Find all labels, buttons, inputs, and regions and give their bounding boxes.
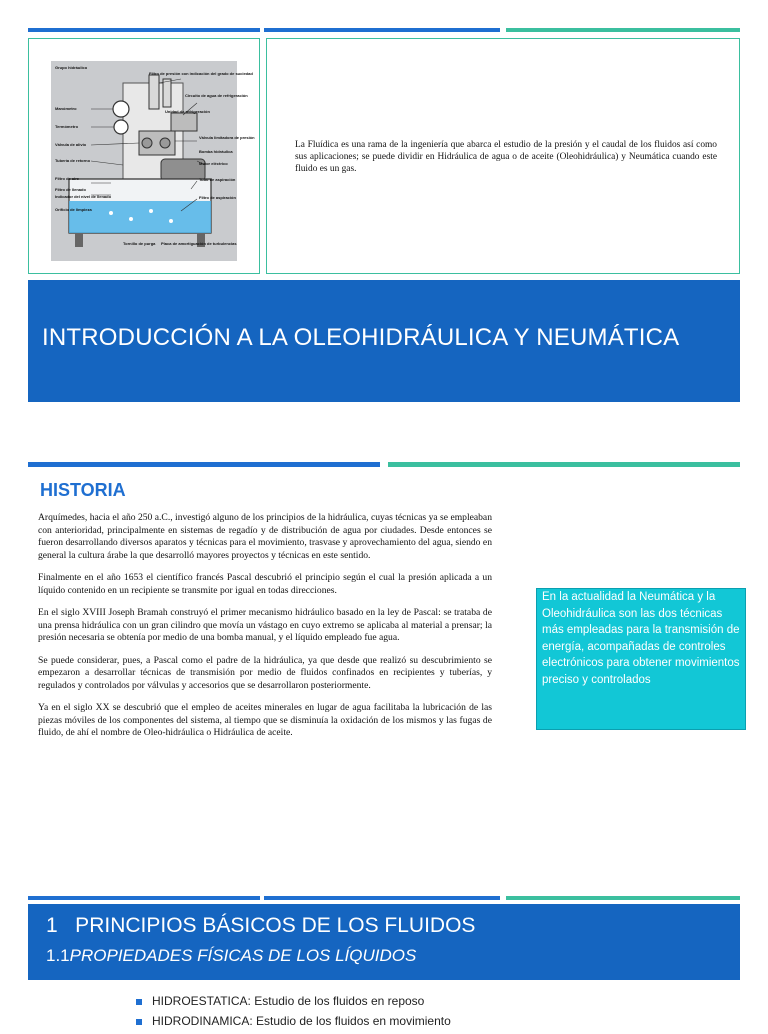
diagram-label-circuito-agua: Circuito de agua de refrigeración [185, 93, 248, 98]
diagram-label-termometro: Termómetro [55, 124, 79, 129]
diagram-label-filtro-presion: Filtro de presión con indicación del grado de suciedad [149, 71, 253, 76]
slide3-title-line1: 1 PRINCIPIOS BÁSICOS DE LOS FLUIDOS [46, 914, 476, 937]
diagram-label-bomba: Bomba hidráulica [199, 149, 233, 154]
diagram-label-orificio-limpieza: Orificio de limpieza [55, 207, 92, 212]
top-accent-teal [506, 28, 740, 32]
slide3-title-band [28, 904, 740, 980]
callout-box [536, 588, 746, 730]
slide3-title-line2 [46, 946, 416, 966]
historia-paragraph: Finalmente en el año 1653 el científico francés Pascal descubrió el principio según el cual la presión aplicada a un líquido contenido en un recipiente se transmite por igual en todas direcciones. [38, 572, 492, 596]
slide1-title: INTRODUCCIÓN A LA OLEOHIDRÁULICA Y NEUMÁTICA [42, 324, 680, 351]
diagram-label-tubo-aspiracion: Tubo de aspiración [199, 177, 236, 182]
diagram-label-placa: Placa de amortiguación de turbulencias [161, 241, 237, 246]
historia-body [38, 512, 492, 750]
description-panel [266, 38, 740, 274]
s3-accent-blue-2 [264, 896, 500, 900]
historia-accent-teal [388, 462, 740, 467]
historia-accent-blue [28, 462, 380, 467]
diagram-label-manometro: Manómetro [55, 106, 77, 111]
diagram-label-filtro-llenado: Filtro de llenado [55, 187, 86, 192]
list-item-hidrodinamica: HIDRODINAMICA: Estudio de los fluidos en movimiento [136, 1014, 451, 1028]
s3-accent-blue-1 [28, 896, 260, 900]
top-accent-blue-1 [28, 28, 260, 32]
diagram-label-filtro-aire: Filtro de aire [55, 176, 80, 181]
historia-heading: HISTORIA [40, 480, 126, 500]
historia-paragraph: Arquímedes, hacia el año 250 a.C., investigó alguno de los principios de la hidráulica, cuyas técnicas ya se empleaban con anterioridad, principalmente en sistemas de regadío y de distribución de agua por ciudades. Desde entonces se fueron desarrollando diversos aparatos y técnicas para el movimiento, trasvase y aprovechamiento del agua, siendo en general la cultura árabe la que desarrolló mayores proyectos y técnicas en este sentido. [38, 512, 492, 561]
diagram-label-motor: Motor eléctrico [199, 161, 228, 166]
section-subtitle: PROPIEDADES FÍSICAS DE LOS LÍQUIDOS [69, 946, 417, 965]
diagram-panel [28, 38, 260, 274]
diagram-label-unidad-refrigeracion: Unidad de refrigeración [165, 109, 210, 114]
top-accent-blue-2 [264, 28, 500, 32]
diagram-label-filtro-aspiracion: Filtro de aspiración [199, 195, 236, 200]
s3-accent-teal [506, 896, 740, 900]
hydraulic-unit-diagram [51, 61, 255, 261]
diagram-title: Grupo hidráulico [55, 65, 88, 70]
callout-text: En la actualidad la Neumática y la Oleohidráulica son las dos técnicas más empleadas para la transmisión de energía, acompañadas de controles electrónicos para obtener movimientos preciso y controlados [542, 591, 740, 686]
slide1-title-band [28, 280, 740, 402]
fluidica-description: La Fluídica es una rama de la ingeniería que abarca el estudio de la presión y el caudal de los fluidos así como sus aplicaciones; se puede dividir en Hidráulica de agua o de aceite (Oleohidráulica) y Neumática cuando este fluido es un gas. [295, 140, 717, 174]
historia-paragraph: Se puede considerar, pues, a Pascal como el padre de la hidráulica, ya que desde que realizó su descubrimiento se empezaron a desarrollar técnicas de transmisión por medio de fluidos confinados en recipientes y tuberías, y regulados y controlados por válvulas y accesorios que se desarrollaron posteriormente. [38, 654, 492, 691]
diagram-label-tornillo-purga: Tornillo de purga [123, 241, 156, 246]
diagram-label-valvula-limitadora: Válvula limitadora de presión [199, 135, 255, 140]
historia-paragraph: En el siglo XVIII Joseph Bramah construyó el primer mecanismo hidráulico basado en la ley de Pascal: se trataba de una prensa hidráulica con un gran cilindro que movía un vástago en cuyo extremo se aplicaba al material a prensar; la presión necesaria se obtenía por medio de una bomba manual, y el líquido empleado fue agua. [38, 607, 492, 643]
diagram-label-tuberia-retorno: Tubería de retorno [55, 158, 91, 163]
list-item-hidroestatica: HIDROESTATICA: Estudio de los fluidos en reposo [136, 994, 451, 1008]
principios-list [136, 994, 451, 1034]
diagram-label-indicador-nivel: Indicador del nivel de llenado [55, 194, 112, 199]
section-number: 1.1 [46, 946, 70, 965]
historia-paragraph: Ya en el siglo XX se descubrió que el empleo de aceites minerales en lugar de agua facilitaba la lubricación de las piezas móviles de los componentes del sistema, al tiempo que se disminuía la oxidación de los mismos y las fugas de fluido, de ahí el nombre de Oleo-hidráulica o Hidráulica de aceite. [38, 702, 492, 738]
diagram-label-valvula-alivio: Válvula de alivio [55, 142, 87, 147]
